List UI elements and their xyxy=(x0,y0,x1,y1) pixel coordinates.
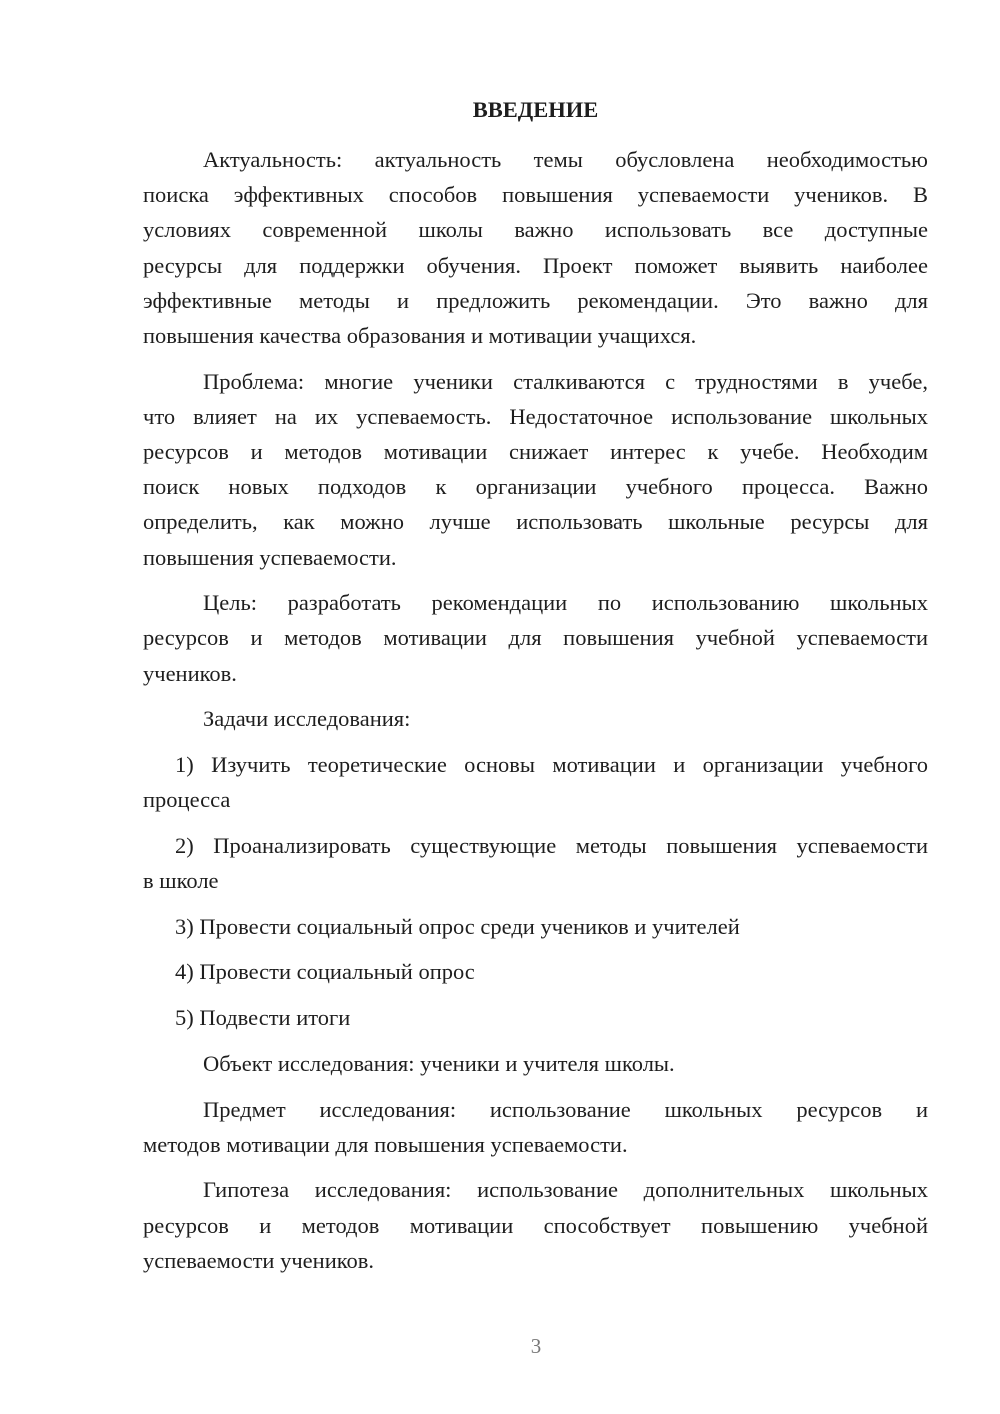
list-item xyxy=(143,909,928,944)
text-line: определить, как можно лучше использовать школьные ресурсы для xyxy=(143,509,928,535)
text-line: успеваемости учеников. xyxy=(143,1247,375,1273)
text-line: условиях современной школы важно использовать все доступные xyxy=(143,217,928,243)
list-item xyxy=(143,1000,928,1035)
page-title: ВВЕДЕНИЕ xyxy=(472,97,599,122)
text-line: Предмет исследования: использование школьных ресурсов и xyxy=(203,1096,928,1122)
text-line: 3) Провести социальный опрос среди учеников и учителей xyxy=(175,913,740,939)
document-page xyxy=(143,92,928,1288)
text-line: ресурсов и методов мотивации снижает интерес к учебе. Необходим xyxy=(143,439,928,464)
text-line: поиск новых подходов к организации учебного процесса. Важно xyxy=(143,474,928,500)
text-line: 2) Проанализировать существующие методы повышения успеваемости xyxy=(175,832,928,858)
text-line: ресурсов и методов мотивации для повышения учебной успеваемости xyxy=(143,625,928,651)
text-line: 5) Подвести итоги xyxy=(175,1005,351,1031)
text-line: Проблема: многие ученики сталкиваются с трудностями в учебе, xyxy=(203,368,928,394)
text-line: 1) Изучить теоретические основы мотивации и организации учебного xyxy=(175,752,928,777)
text-line: повышения успеваемости. xyxy=(143,544,397,570)
paragraph xyxy=(143,142,928,353)
text-line: что влияет на их успеваемость. Недостаточное использование школьных xyxy=(143,403,928,429)
text-line: Гипотеза исследования: использование дополнительных школьных xyxy=(203,1177,928,1203)
paragraph xyxy=(143,701,928,736)
text-line: в школе xyxy=(143,868,219,894)
paragraph xyxy=(143,364,928,575)
paragraph xyxy=(143,1172,928,1278)
list-item xyxy=(143,828,928,898)
text-line: Объект исследования: ученики и учителя школы. xyxy=(203,1050,675,1076)
text-line: методов мотивации для повышения успеваемости. xyxy=(143,1131,628,1157)
text-line: 4) Провести социальный опрос xyxy=(175,959,475,985)
text-line: эффективные методы и предложить рекомендации. Это важно для xyxy=(143,287,928,313)
paragraph xyxy=(143,1046,928,1081)
text-line: учеников. xyxy=(143,660,237,686)
list-item xyxy=(143,954,928,989)
document-body xyxy=(143,142,928,1278)
text-line: повышения качества образования и мотивации учащихся. xyxy=(143,322,697,348)
text-line: ресурсов и методов мотивации способствует повышению учебной xyxy=(143,1212,928,1238)
text-line: Цель: разработать рекомендации по использованию школьных xyxy=(203,590,928,616)
text-line: Задачи исследования: xyxy=(203,706,411,732)
paragraph xyxy=(143,585,928,691)
text-line: процесса xyxy=(143,787,231,813)
page-number: 3 xyxy=(530,1334,542,1358)
text-line: ресурсы для поддержки обучения. Проект поможет выявить наиболее xyxy=(143,252,928,278)
text-line: поиска эффективных способов повышения успеваемости учеников. В xyxy=(143,182,928,208)
paragraph xyxy=(143,1092,928,1162)
list-item xyxy=(143,747,928,817)
text-line: Актуальность: актуальность темы обусловлена необходимостью xyxy=(203,147,928,172)
